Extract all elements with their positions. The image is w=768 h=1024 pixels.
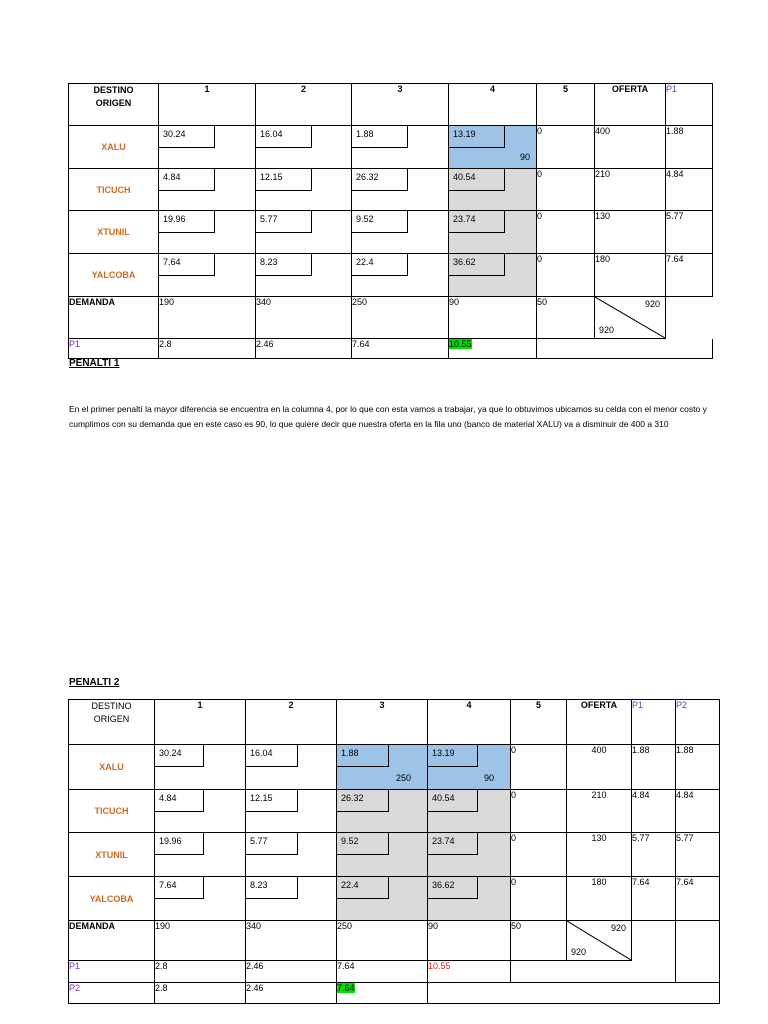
- oferta-value: 130: [567, 833, 632, 877]
- total-oferta: 920: [610, 923, 626, 933]
- explanation-paragraph: En el primer penaltí la mayor diferencia se encuentra en la columna 4, por lo que con esta vamos a trabajar, ya que lo obtuvimos ubicamos su celda con el menor costo y cumplimos con su demanda que en este caso es 90, lo que quiere decir que nuestra oferta en la fila uno (banco de material XALU) va a disminuir de 400 a 310: [69, 404, 707, 429]
- cell-blocked: [428, 790, 511, 833]
- header-p2: P2: [676, 700, 720, 745]
- header-oferta: OFERTA: [567, 700, 632, 745]
- header-col-2: 2: [246, 700, 337, 745]
- cell: 0: [511, 745, 567, 790]
- cost-box: 4.84: [155, 790, 204, 812]
- cell: [246, 833, 337, 877]
- cell-blocked: [337, 877, 428, 921]
- penalti-1-label: PENALTI 1: [69, 358, 120, 369]
- origin-xalu: XALU: [69, 126, 159, 169]
- oferta-value: 180: [595, 254, 666, 297]
- cell: [256, 211, 352, 254]
- header-p1: P1: [632, 700, 676, 745]
- p1-col-value-max: [449, 339, 537, 359]
- p1-value: 7.64: [632, 877, 676, 921]
- header-col-5: 5: [511, 700, 567, 745]
- p1-value: 5.77: [666, 211, 713, 254]
- oferta-value: 210: [595, 169, 666, 211]
- p1-value: 4.84: [666, 169, 713, 211]
- cell-blocked: [428, 833, 511, 877]
- header-col-3: 3: [337, 700, 428, 745]
- cost-box: 26.32: [337, 790, 389, 812]
- cell: [352, 254, 449, 297]
- empty-cell: [676, 961, 720, 983]
- cost-box: 12.15: [246, 790, 298, 812]
- cell: [155, 877, 246, 921]
- cost-box: 5.77: [246, 833, 298, 855]
- header-col-2: 2: [256, 84, 352, 126]
- demanda-value: 50: [511, 921, 567, 961]
- oferta-value: 130: [595, 211, 666, 254]
- penalti-2-label: PENALTI 2: [69, 677, 120, 688]
- cell: [256, 254, 352, 297]
- total-oferta: 920: [644, 299, 660, 309]
- p1-value: 1.88: [666, 126, 713, 169]
- cost-box: 4.84: [159, 169, 215, 191]
- cell: [159, 126, 256, 169]
- origin-yalcoba: YALCOBA: [69, 877, 155, 921]
- cell: [155, 745, 246, 790]
- header-col-4: 4: [449, 84, 537, 126]
- cost-box: 23.74: [428, 833, 478, 855]
- p1-value: 1.88: [632, 745, 676, 790]
- cost-box: 12.15: [256, 169, 312, 191]
- p2-col-value: 2.46: [246, 983, 337, 1004]
- cost-box: 8.23: [256, 254, 312, 276]
- cell-blocked: [428, 877, 511, 921]
- demanda-label: DEMANDA: [69, 921, 155, 961]
- cell: [352, 126, 449, 169]
- p1-col-value: 2.46: [246, 961, 337, 983]
- cost-box: 30.24: [159, 126, 215, 148]
- total-demanda: 920: [571, 947, 587, 957]
- empty-cell: [632, 921, 676, 961]
- cost-box: 5.77: [256, 211, 312, 233]
- header-destino-origen: DESTINO ORIGEN: [69, 84, 159, 126]
- p1-value: 5.77: [632, 833, 676, 877]
- empty-cell: [511, 961, 676, 983]
- total-demanda: 920: [599, 325, 615, 335]
- assigned-value: 90: [519, 152, 530, 162]
- cell-blocked: [449, 211, 537, 254]
- total-cell: [595, 297, 666, 339]
- cost-box: 16.04: [246, 745, 298, 767]
- cell: [159, 254, 256, 297]
- cost-box: 7.64: [155, 877, 204, 899]
- cost-box: 1.88: [352, 126, 408, 148]
- cell: 0: [537, 169, 595, 211]
- cell: [256, 169, 352, 211]
- total-cell: [567, 921, 632, 961]
- oferta-value: 180: [567, 877, 632, 921]
- cost-box: 26.32: [352, 169, 408, 191]
- p1-col-value-max: 10.55: [428, 961, 511, 983]
- demanda-value: 250: [352, 297, 449, 339]
- cell-assigned: [337, 745, 428, 790]
- oferta-value: 400: [567, 745, 632, 790]
- origin-yalcoba: YALCOBA: [69, 254, 159, 297]
- cell: [155, 790, 246, 833]
- p2-value: 5.77: [676, 833, 720, 877]
- p1-col-value: 2.8: [159, 339, 256, 359]
- demanda-value: 50: [537, 297, 595, 339]
- cost-box: 8.23: [246, 877, 298, 899]
- demanda-value: 340: [246, 921, 337, 961]
- cost-box: 40.54: [449, 169, 505, 191]
- cell: [159, 169, 256, 211]
- header-col-4: 4: [428, 700, 511, 745]
- origin-xtunil: XTUNIL: [69, 833, 155, 877]
- cell-blocked: [337, 790, 428, 833]
- p1-label: P1: [69, 339, 159, 359]
- origin-ticuch: TICUCH: [69, 790, 155, 833]
- demanda-value: 90: [428, 921, 511, 961]
- cost-box: 19.96: [155, 833, 204, 855]
- cell: [256, 126, 352, 169]
- cell-assigned: [428, 745, 511, 790]
- transport-table-1: [68, 83, 713, 359]
- header-oferta: OFERTA: [595, 84, 666, 126]
- p2-col-value: 2.8: [155, 983, 246, 1004]
- empty-cell: [676, 921, 720, 961]
- cost-box: 16.04: [256, 126, 312, 148]
- cell: [246, 877, 337, 921]
- oferta-value: 210: [567, 790, 632, 833]
- header-col-5: 5: [537, 84, 595, 126]
- demanda-label: DEMANDA: [69, 297, 159, 339]
- cost-box: 22.4: [352, 254, 408, 276]
- cost-box: 7.64: [159, 254, 215, 276]
- cell: 0: [537, 126, 595, 169]
- p2-value: 1.88: [676, 745, 720, 790]
- p2-value: 4.84: [676, 790, 720, 833]
- p2-col-value-max: [337, 983, 428, 1004]
- header-p1: P1: [666, 84, 713, 126]
- cell: [352, 169, 449, 211]
- cost-box: 23.74: [449, 211, 505, 233]
- empty-cell: [666, 297, 713, 339]
- demanda-value: 190: [155, 921, 246, 961]
- cost-box: 9.52: [352, 211, 408, 233]
- cost-box: 9.52: [337, 833, 389, 855]
- cost-box: 40.54: [428, 790, 478, 812]
- cell: [246, 745, 337, 790]
- cell: [155, 833, 246, 877]
- cell: 0: [537, 211, 595, 254]
- cell-blocked: [337, 833, 428, 877]
- demanda-value: 190: [159, 297, 256, 339]
- p1-value: 4.84: [632, 790, 676, 833]
- cell-blocked: [449, 169, 537, 211]
- cost-box: 13.19: [449, 126, 505, 148]
- cell: 0: [511, 877, 567, 921]
- origin-xalu: XALU: [69, 745, 155, 790]
- assigned-value: 250: [395, 773, 411, 783]
- cell: 0: [537, 254, 595, 297]
- max-penalty: 10.55: [449, 339, 472, 349]
- cell: [352, 211, 449, 254]
- cell: [246, 790, 337, 833]
- assigned-value: 90: [483, 773, 494, 783]
- cost-box: 36.62: [449, 254, 505, 276]
- cost-box: 19.96: [159, 211, 215, 233]
- p1-value: 7.64: [666, 254, 713, 297]
- p2-label: P2: [69, 983, 155, 1004]
- transport-table-2: [68, 699, 720, 1004]
- empty-cell: [428, 983, 720, 1004]
- p1-col-value: 7.64: [352, 339, 449, 359]
- p1-col-value: 2.46: [256, 339, 352, 359]
- origin-ticuch: TICUCH: [69, 169, 159, 211]
- empty-cell: [537, 339, 713, 359]
- demanda-value: 90: [449, 297, 537, 339]
- cost-box: 13.19: [428, 745, 478, 767]
- cost-box: 30.24: [155, 745, 204, 767]
- origin-xtunil: XTUNIL: [69, 211, 159, 254]
- p1-col-value: 7.64: [337, 961, 428, 983]
- max-penalty: 7.64: [337, 983, 355, 993]
- cost-box: 22.4: [337, 877, 389, 899]
- cell-assigned: [449, 126, 537, 169]
- header-destino-origen: DESTINO ORIGEN: [69, 700, 155, 745]
- header-col-1: 1: [155, 700, 246, 745]
- p2-value: 7.64: [676, 877, 720, 921]
- cost-box: 36.62: [428, 877, 478, 899]
- demanda-value: 340: [256, 297, 352, 339]
- cell: [159, 211, 256, 254]
- oferta-value: 400: [595, 126, 666, 169]
- header-col-3: 3: [352, 84, 449, 126]
- cost-box: 1.88: [337, 745, 389, 767]
- header-col-1: 1: [159, 84, 256, 126]
- p1-label: P1: [69, 961, 155, 983]
- cell: 0: [511, 833, 567, 877]
- p1-col-value: 2.8: [155, 961, 246, 983]
- cell-blocked: [449, 254, 537, 297]
- demanda-value: 250: [337, 921, 428, 961]
- cell: 0: [511, 790, 567, 833]
